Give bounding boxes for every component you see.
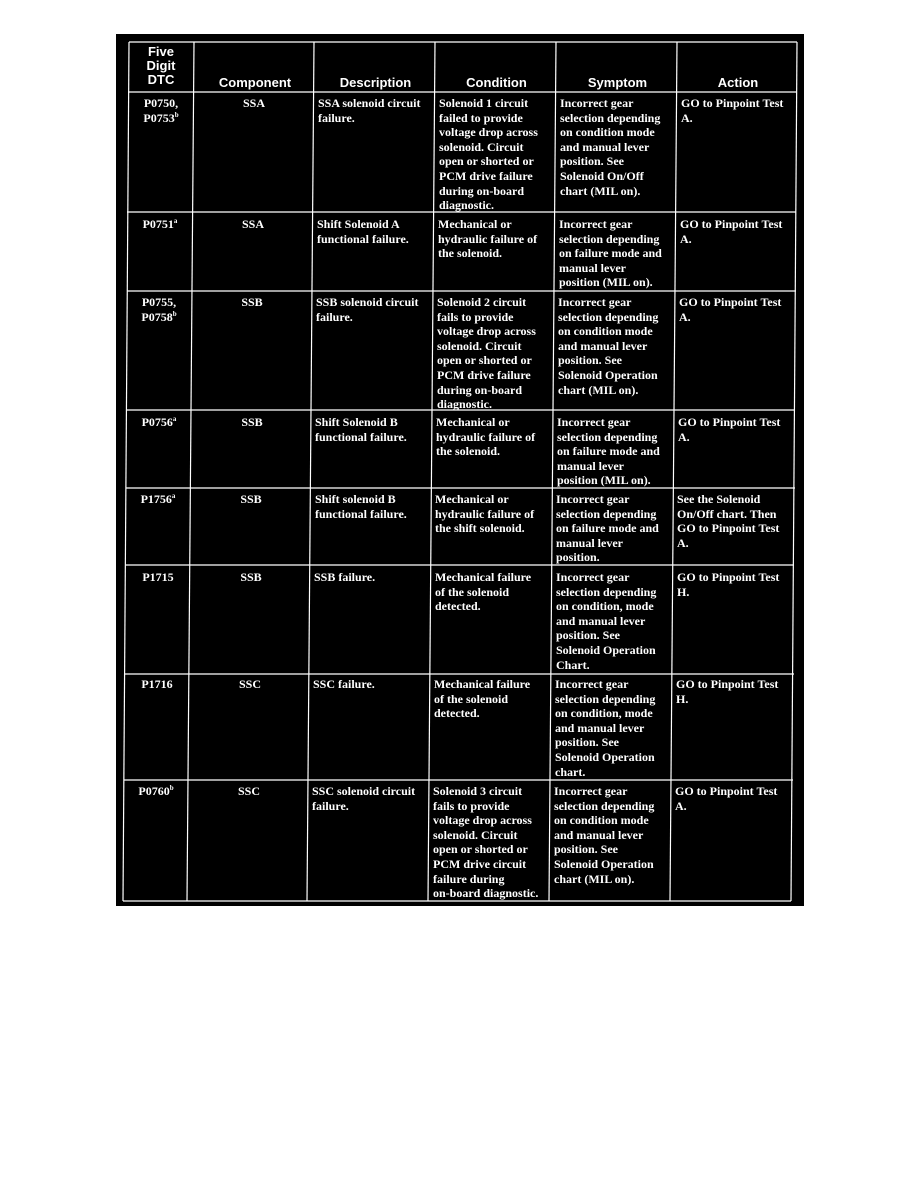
row-8-dtc: P0760$^b$ bbox=[138, 784, 174, 798]
row-5-dtc: P1756$^a$ bbox=[140, 492, 176, 506]
row-6-symptom: Incorrect gear selection depending on condition, mode and manual lever position. See Solenoid Operation Chart. bbox=[556, 570, 657, 672]
header-symptom: Symptom bbox=[587, 75, 648, 90]
row-4-dtc: P0756$^a$ bbox=[141, 415, 177, 429]
row-1-condition: Solenoid 1 circuit failed to provide voltage drop across solenoid. Circuit open or shorted or PCM drive failure during on-board diagnostic. bbox=[439, 96, 538, 213]
row-2-action: GO to Pinpoint Test A. bbox=[680, 217, 783, 246]
row-3-action: GO to Pinpoint Test A. bbox=[679, 295, 782, 324]
row-1-symptom: Incorrect gear selection depending on condition mode and manual lever position. See Solenoid On/Off chart (MIL on). bbox=[560, 96, 661, 198]
row-4-description: Shift Solenoid B functional failure. bbox=[315, 415, 407, 444]
row-7-dtc: P1716 bbox=[141, 677, 173, 691]
row-2-dtc: P0751$^a$ bbox=[142, 217, 178, 231]
row-7-condition: Mechanical failure of the solenoid detected. bbox=[434, 677, 531, 721]
row-7-description: SSC failure. bbox=[313, 677, 375, 691]
row-6-action: GO to Pinpoint Test H. bbox=[677, 570, 780, 599]
row-2-description: Shift Solenoid A functional failure. bbox=[317, 217, 409, 246]
header-condition: Condition bbox=[466, 75, 527, 90]
row-1-dtc: P0750, P0753$^b$ bbox=[143, 96, 179, 125]
grid-col-2 bbox=[307, 42, 314, 901]
row-1-component: SSA bbox=[242, 96, 265, 110]
row-5-action: See the Solenoid On/Off chart. Then GO to Pinpoint Test A. bbox=[677, 492, 780, 550]
row-2-component: SSA bbox=[241, 217, 264, 231]
row-6-component: SSB bbox=[240, 570, 262, 584]
row-5-condition: Mechanical or hydraulic failure of the shift solenoid. bbox=[435, 492, 535, 536]
grid-border-left bbox=[123, 42, 129, 901]
header-description: Description bbox=[339, 75, 412, 90]
row-1-action: GO to Pinpoint Test A. bbox=[681, 96, 784, 125]
header-component: Component bbox=[218, 75, 292, 90]
row-6-description: SSB failure. bbox=[314, 570, 376, 584]
row-3-component: SSB bbox=[241, 295, 263, 309]
grid-col-3 bbox=[428, 42, 435, 901]
row-8-action: GO to Pinpoint Test A. bbox=[675, 784, 778, 813]
row-5-component: SSB bbox=[240, 492, 262, 506]
dtc-table bbox=[116, 34, 804, 906]
row-2-condition: Mechanical or hydraulic failure of the solenoid. bbox=[438, 217, 538, 261]
row-8-description: SSC solenoid circuit failure. bbox=[312, 784, 416, 813]
row-1-description: SSA solenoid circuit failure. bbox=[318, 96, 421, 125]
row-4-component: SSB bbox=[241, 415, 263, 429]
row-2-symptom: Incorrect gear selection depending on failure mode and manual lever position (MIL on). bbox=[559, 217, 662, 290]
row-8-component: SSC bbox=[237, 784, 260, 798]
header-dtc: Five Digit DTC bbox=[146, 44, 176, 87]
row-4-condition: Mechanical or hydraulic failure of the solenoid. bbox=[436, 415, 536, 459]
row-4-symptom: Incorrect gear selection depending on failure mode and manual lever position (MIL on). bbox=[557, 415, 660, 488]
row-7-action: GO to Pinpoint Test H. bbox=[676, 677, 779, 706]
row-8-condition: Solenoid 3 circuit fails to provide voltage drop across solenoid. Circuit open or shorted or PCM drive circuit failure during on-board diagnostic. bbox=[433, 784, 539, 901]
row-3-symptom: Incorrect gear selection depending on condition mode and manual lever position. See Solenoid Operation chart (MIL on). bbox=[558, 295, 659, 397]
row-6-condition: Mechanical failure of the solenoid detected. bbox=[435, 570, 532, 614]
row-6-dtc: P1715 bbox=[142, 570, 174, 584]
grid-border-right bbox=[791, 42, 797, 901]
row-3-description: SSB solenoid circuit failure. bbox=[316, 295, 419, 324]
grid-col-1 bbox=[187, 42, 194, 901]
row-7-symptom: Incorrect gear selection depending on condition, mode and manual lever position. See Solenoid Operation chart. bbox=[555, 677, 656, 779]
row-8-symptom: Incorrect gear selection depending on condition mode and manual lever position. See Solenoid Operation chart (MIL on). bbox=[554, 784, 655, 886]
row-3-dtc: P0755, P0758$^b$ bbox=[141, 295, 177, 324]
row-4-action: GO to Pinpoint Test A. bbox=[678, 415, 781, 444]
row-3-condition: Solenoid 2 circuit fails to provide voltage drop across solenoid. Circuit open or shorted or PCM drive failure during on-board diagnostic. bbox=[437, 295, 536, 412]
row-5-symptom: Incorrect gear selection depending on failure mode and manual lever position. bbox=[556, 492, 659, 565]
header-action: Action bbox=[717, 75, 759, 90]
row-7-component: SSC bbox=[238, 677, 261, 691]
row-5-description: Shift solenoid B functional failure. bbox=[315, 492, 407, 521]
